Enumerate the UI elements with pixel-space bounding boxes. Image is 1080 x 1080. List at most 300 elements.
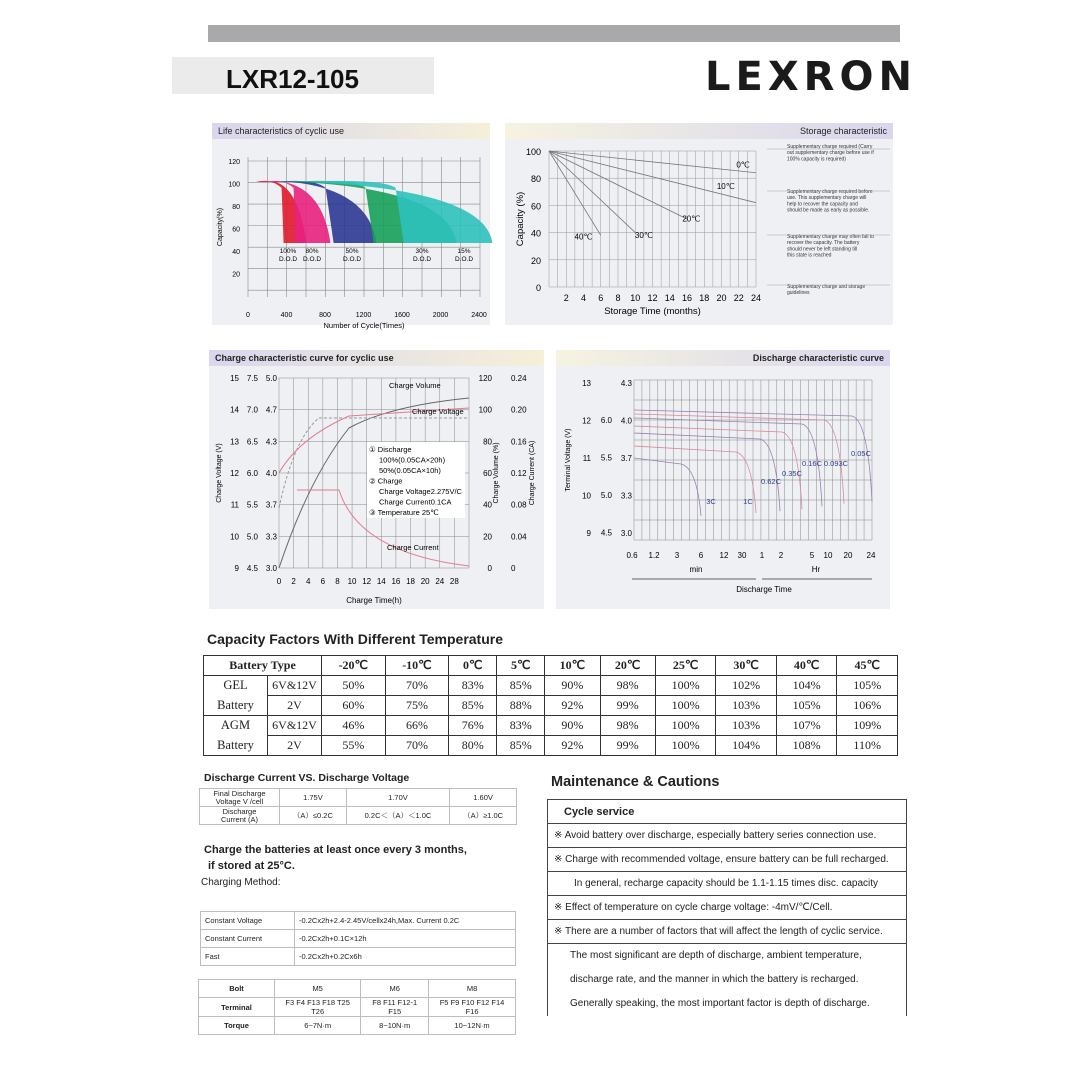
maintenance-row [548,872,907,896]
charging-row [201,930,516,948]
temp-label: 20℃ [682,214,701,224]
storage-note: Supplementary charge may often fail to [787,234,874,240]
y-label-right: Charge Current (CA) [529,440,536,506]
maintenance-item: ※ Avoid battery over discharge, especially battery series connection use. [548,824,907,848]
volt-tick-6v: 6.0 [600,416,612,425]
x-tick: 16 [391,577,401,586]
legend-entry: ② Charge [369,476,403,486]
current-tick: 0.16 [511,437,527,447]
x-tick: 800 [319,312,331,319]
bolt-cell: F8 F11 F12-1 F15 [361,998,429,1017]
dod-label: D.O.D [302,256,322,263]
capacity-cell: 83% [497,716,545,736]
volt-tick-12v: 13 [230,437,239,447]
maintenance-title: Maintenance & Cautions [551,774,720,790]
x-label: Storage Time (months) [604,306,701,317]
charge-chart [209,366,544,609]
x-tick: 1600 [394,312,410,319]
volt-tick-12v: 15 [230,374,239,383]
capacity-cell: 99% [600,736,655,756]
temp-header: 45℃ [837,656,898,676]
y-tick: 40 [530,228,541,239]
storage-note: guidelines [787,290,810,297]
temp-header: -20℃ [322,656,386,676]
volt-tick-4v: 3.0 [620,529,632,538]
bolt-cell: M5 [275,980,361,998]
x-tick: 24 [866,551,876,560]
x-tick: 0 [276,577,282,586]
x-tick: 5 [809,551,815,560]
rate-label: 0.35C [781,469,803,478]
storage-note: this state is reached [787,252,832,259]
x-tick: 10 [347,577,357,586]
volt-tick-6v: 7.5 [246,374,258,383]
legend-entry: Charge Voltage2.275V/C [379,487,462,496]
dcv-title: Discharge Current VS. Discharge Voltage [204,772,410,784]
capacity-cell: 109% [837,716,898,736]
charging-method-title: Charging Method: [201,877,281,888]
dod-label: 15% [457,248,471,255]
maintenance-item: Generally speaking, the most important factor is depth of discharge. [548,992,907,1016]
current-tick: 0.08 [511,500,527,510]
volt-tick-4v: 4.0 [265,469,277,478]
volume-tick: 0 [487,564,492,573]
y-tick: 40 [232,249,240,256]
charging-table [200,911,516,966]
storage-note: Supplementary charge required before [787,189,873,195]
temp-label: 30℃ [634,231,653,241]
storage-note: use. This supplementary charge will [787,195,867,202]
x-tick: 14 [664,293,675,303]
maintenance-row [548,944,907,968]
x-tick: 6 [598,293,604,303]
dod-label: 50% [345,248,359,255]
dod-label: 80% [305,248,319,255]
maintenance-row [548,800,907,824]
current-tick: 0.04 [511,532,527,542]
voltage-cell: 2V [268,736,322,756]
battery-type-header: Battery Type [204,656,322,676]
x-tick: 22 [733,293,744,303]
storage-note: recover the capacity. The battery [787,240,860,247]
x-tick: 18 [406,577,415,586]
maintenance-row [548,824,907,848]
y-tick: 80 [530,174,541,185]
bolt-cell: Terminal [199,998,275,1017]
x-tick: 12 [362,577,372,586]
dod-label: D.O.D [342,256,362,263]
capacity-cell: 100% [655,736,716,756]
storage-panel [505,123,893,325]
capacity-cell: 80% [449,736,497,756]
dcv-cell: 1.60V [450,789,517,807]
charging-row [201,912,516,930]
current-tick: 0 [511,564,516,573]
dcv-table [199,788,517,825]
x-tick: 4 [306,577,311,586]
storage-note [204,842,467,874]
volt-tick-12v: 11 [230,500,239,510]
volume-tick: 120 [478,374,492,383]
capacity-cell: 103% [716,716,777,736]
temp-header: -10℃ [385,656,449,676]
y-tick: 20 [232,271,240,279]
volt-tick-6v: 5.0 [600,491,612,500]
dcv-cell: Final Discharge Voltage V /cell [200,789,280,807]
voltage-cell: 6V&12V [268,716,322,736]
bolt-row [199,980,516,998]
capacity-title: Capacity Factors With Different Temperature [207,631,504,647]
x-tick: 2 [778,551,784,560]
charge-title: Charge characteristic curve for cyclic use [209,350,544,366]
bolt-cell: 6~7N·m [275,1017,361,1035]
dod-label: 100% [279,248,297,255]
charge-panel [209,350,544,609]
temp-header: 25℃ [655,656,716,676]
bolt-cell: Torque [199,1017,275,1035]
maintenance-item: ※ There are a number of factors that will affect the length of cyclic service. [548,920,907,944]
cyclic-life-panel [212,123,490,330]
capacity-row [204,736,898,756]
x-label: Charge Time(h) [346,596,402,605]
y-label-mid: Charge Volume (%) [493,442,500,504]
capacity-table [203,655,898,756]
x-tick: 3 [674,551,680,560]
maintenance-item: ※ Effect of temperature on cycle charge voltage: -4mV/℃/Cell. [548,896,907,920]
capacity-cell: 105% [776,696,837,716]
capacity-cell: 76% [449,716,497,736]
storage-note: help to recover the capacity and [787,201,858,208]
capacity-cell: 104% [776,676,837,696]
x-tick: 20 [843,551,853,560]
y-label: Terminal Voltage (V) [565,428,572,492]
current-tick: 0.24 [511,374,527,383]
volt-tick-12v: 11 [582,454,591,463]
volt-tick-4v: 3.7 [265,500,277,510]
maintenance-row [548,968,907,992]
curve-label: Charge Current [387,543,439,552]
volt-tick-12v: 12 [582,416,591,426]
volt-tick-4v: 5.0 [265,374,277,383]
volt-tick-4v: 3.3 [620,491,632,501]
top-bar [208,25,900,42]
maintenance-table [547,799,907,1016]
dod-label: 30% [415,248,429,255]
bolt-cell: 10~12N·m [429,1017,516,1035]
volt-tick-12v: 14 [230,405,239,415]
x-tick: 2 [291,577,296,586]
bolt-table [198,979,516,1035]
bolt-cell: Bolt [199,980,275,998]
volt-tick-6v: 5.0 [246,532,258,542]
maintenance-row [548,848,907,872]
voltage-cell: 2V [268,696,322,716]
volt-tick-6v: 5.5 [246,500,258,510]
charging-mode: Constant Current [201,930,295,948]
capacity-cell: 90% [545,676,600,696]
capacity-cell: 46% [322,716,386,736]
volt-tick-12v: 10 [582,491,591,501]
y-tick: 60 [530,201,541,212]
x-tick: 30 [737,551,747,560]
capacity-cell: 106% [837,696,898,716]
capacity-row [204,696,898,716]
bolt-cell: M6 [361,980,429,998]
rate-label: 0.05C [850,449,872,458]
volt-tick-6v: 6.0 [246,469,258,478]
discharge-panel [556,350,890,609]
charging-value: -0.2Cx2h+2.4-2.45V/cellx24h,Max. Current 0.2C [295,912,516,930]
unit-label: Hr [811,565,821,574]
capacity-cell: 88% [497,696,545,716]
volt-tick-12v: 12 [230,469,239,478]
dod-label: D.O.D [412,256,432,263]
storage-note: Supplementary charge required (Carry [787,144,873,150]
x-tick: 2 [563,293,569,303]
capacity-cell: 98% [600,716,655,736]
storage-note: out supplementary charge before use if [787,150,874,157]
volt-tick-4v: 4.3 [265,437,277,447]
volume-tick: 60 [483,469,492,478]
x-tick: 10 [630,293,641,303]
maintenance-row [548,896,907,920]
dcv-cell: 1.70V [346,789,449,807]
temp-label: 0℃ [736,160,750,170]
capacity-cell: 85% [497,676,545,696]
volume-tick: 80 [483,437,492,447]
x-label: Discharge Time [736,585,792,594]
discharge-curve-1 [634,458,701,516]
x-tick: 0.6 [626,551,638,560]
voltage-cell: 6V&12V [268,676,322,696]
model-title: LXR12-105 [172,57,434,94]
legend-entry: ③ Temperature 25℃ [369,508,439,517]
x-tick: 4 [580,293,587,303]
storage-note-line1: Charge the batteries at least once every 3 months, [204,844,467,856]
capacity-cell: 100% [655,676,716,696]
charging-value: -0.2Cx2h+0.2Cx6h [295,948,516,966]
capacity-cell: 110% [837,736,898,756]
x-tick: 28 [449,577,459,586]
x-tick: 12 [647,293,658,303]
dcv-cell: 1.75V [280,789,347,807]
x-tick: 14 [376,577,386,586]
x-tick: 1.2 [648,551,660,560]
volt-tick-6v: 6.5 [246,437,258,447]
volt-tick-6v: 5.5 [600,453,612,463]
volt-tick-4v: 4.7 [265,405,277,415]
capacity-cell: 99% [600,696,655,716]
volt-tick-4v: 4.3 [620,379,632,388]
temp-label: 10℃ [716,182,735,192]
y-tick: 100 [228,181,240,189]
rate-label: 3C [706,497,716,506]
y-label-left: Charge Voltage (V) [216,443,223,503]
volt-tick-4v: 3.0 [265,564,277,573]
bolt-cell: M8 [429,980,516,998]
charging-row [201,948,516,966]
capacity-cell: 66% [385,716,449,736]
capacity-cell: 70% [385,736,449,756]
temp-header: 30℃ [716,656,777,676]
capacity-cell: 98% [600,676,655,696]
y-tick: 20 [530,255,541,266]
capacity-cell: 92% [545,696,600,716]
capacity-cell: 90% [545,716,600,736]
x-tick: 6 [320,577,326,586]
maintenance-item: discharge rate, and the manner in which the battery is recharged. [548,968,907,992]
unit-label: min [689,565,703,574]
capacity-cell: 70% [385,676,449,696]
maintenance-row [548,920,907,944]
x-tick: 2000 [432,312,449,319]
rate-label: 1C [743,497,753,506]
storage-title: Storage characteristic [505,123,893,139]
y-tick: 80 [232,204,240,211]
charging-mode: Fast [201,948,295,966]
battery-name: Battery [204,696,268,716]
volt-tick-12v: 9 [234,564,239,573]
capacity-cell: 83% [449,676,497,696]
dcv-cell: 0.2C＜（A）＜1.0C [346,807,449,825]
discharge-title: Discharge characteristic curve [556,350,890,366]
capacity-row [204,716,898,736]
curve-label: Charge Volume [389,381,441,390]
volt-tick-4v: 3.7 [620,454,632,463]
capacity-cell: 60% [322,696,386,716]
x-tick: 1200 [355,312,372,319]
discharge-chart [556,366,890,609]
x-tick: 16 [681,293,693,303]
rate-label: 0.62C [760,477,782,486]
maintenance-row [548,992,907,1016]
temp-header: 0℃ [449,656,497,676]
maintenance-item: In general, recharge capacity should be 1.1-1.15 times disc. capacity [548,872,907,896]
discharge-curve-5 [634,418,822,506]
x-tick: 1 [759,551,765,560]
capacity-cell: 50% [322,676,386,696]
charging-value: -0.2Cx2h+0.1C×12h [295,930,516,948]
capacity-cell: 100% [655,716,716,736]
battery-name: GEL [204,676,268,696]
charging-mode: Constant Voltage [201,912,295,930]
x-tick: 24 [750,293,762,303]
temp-header: 10℃ [545,656,600,676]
x-tick: 8 [615,293,621,303]
rate-label: 0.093C [823,459,849,468]
y-label: Capacity(%) [217,207,224,247]
y-tick: 120 [228,159,240,166]
cycle-band-2 [264,181,330,243]
x-tick: 12 [719,551,729,560]
rate-label: 0.16C [801,459,823,468]
volt-tick-4v: 4.0 [620,416,632,426]
maintenance-item: ※ Charge with recommended voltage, ensure battery can be full recharged. [548,848,907,872]
dcv-cell: Discharge Current (A) [200,807,280,825]
volume-tick: 100 [478,405,492,415]
x-tick: 6 [698,551,704,560]
storage-chart [505,139,893,325]
volt-tick-6v: 4.5 [600,528,612,538]
capacity-cell: 100% [655,696,716,716]
capacity-cell: 108% [776,736,837,756]
y-tick: 100 [525,147,541,157]
battery-name: AGM [204,716,268,736]
cyclic-life-title: Life characteristics of cyclic use [212,123,490,139]
bolt-cell: F5 F9 F10 F12 F14 F16 [429,998,516,1017]
capacity-row [204,676,898,696]
x-tick: 8 [335,577,340,586]
x-tick: 18 [699,293,710,303]
dcv-cell: （A）≥1.0C [450,807,517,825]
temp-label: 40℃ [574,232,593,242]
current-tick: 0.12 [511,469,527,478]
legend-entry: 100%(0.05CA×20h) [379,455,446,465]
x-tick: 2400 [471,312,487,319]
legend-entry: Charge Current0.1CA [379,497,452,507]
y-tick: 0 [535,283,541,293]
capacity-cell: 103% [716,696,777,716]
x-tick: 24 [435,577,445,586]
volt-tick-12v: 13 [582,379,591,388]
capacity-cell: 107% [776,716,837,736]
x-tick: 20 [716,293,727,303]
temp-header: 5℃ [497,656,545,676]
current-tick: 0.20 [511,405,527,415]
dcv-row-current [200,807,517,825]
y-tick: 60 [232,226,240,234]
bolt-row [199,998,516,1017]
dcv-cell: （A）≤0.2C [280,807,347,825]
dod-label: D.O.D [454,256,474,263]
cyclic-life-chart [212,139,490,330]
legend-entry: 50%(0.05CA×10h) [379,466,441,475]
volt-tick-12v: 9 [586,529,591,538]
bolt-row [199,1017,516,1035]
storage-note: 100% capacity is required) [787,156,846,163]
capacity-cell: 104% [716,736,777,756]
capacity-cell: 102% [716,676,777,696]
capacity-head-row [204,656,898,676]
y-label: Capacity (%) [515,191,526,247]
volume-tick: 20 [483,532,492,542]
capacity-cell: 92% [545,736,600,756]
x-tick: 0 [246,312,250,319]
capacity-cell: 55% [322,736,386,756]
bolt-cell: F3 F4 F13 F18 T25 T26 [275,998,361,1017]
volume-tick: 40 [483,500,492,510]
maintenance-item: Cycle service [548,800,907,824]
volt-tick-4v: 3.3 [265,532,277,542]
temp-header: 40℃ [776,656,837,676]
temp-header: 20℃ [600,656,655,676]
storage-note: should be made as early as possible. [787,207,870,214]
x-label: Number of Cycle(Times) [323,321,405,330]
dod-label: D.O.D [278,256,298,263]
volt-tick-6v: 4.5 [246,564,258,573]
storage-note-line2: if stored at 25°C. [208,860,295,872]
storage-note: Supplementary charge and storage [787,284,866,290]
capacity-cell: 75% [385,696,449,716]
dcv-row-voltage [200,789,517,807]
legend-entry: ① Discharge [369,445,412,454]
capacity-cell: 85% [497,736,545,756]
x-tick: 10 [823,551,833,560]
curve-label: Charge Voltage [412,407,464,416]
capacity-cell: 105% [837,676,898,696]
volt-tick-6v: 7.0 [246,405,258,415]
battery-name: Battery [204,736,268,756]
